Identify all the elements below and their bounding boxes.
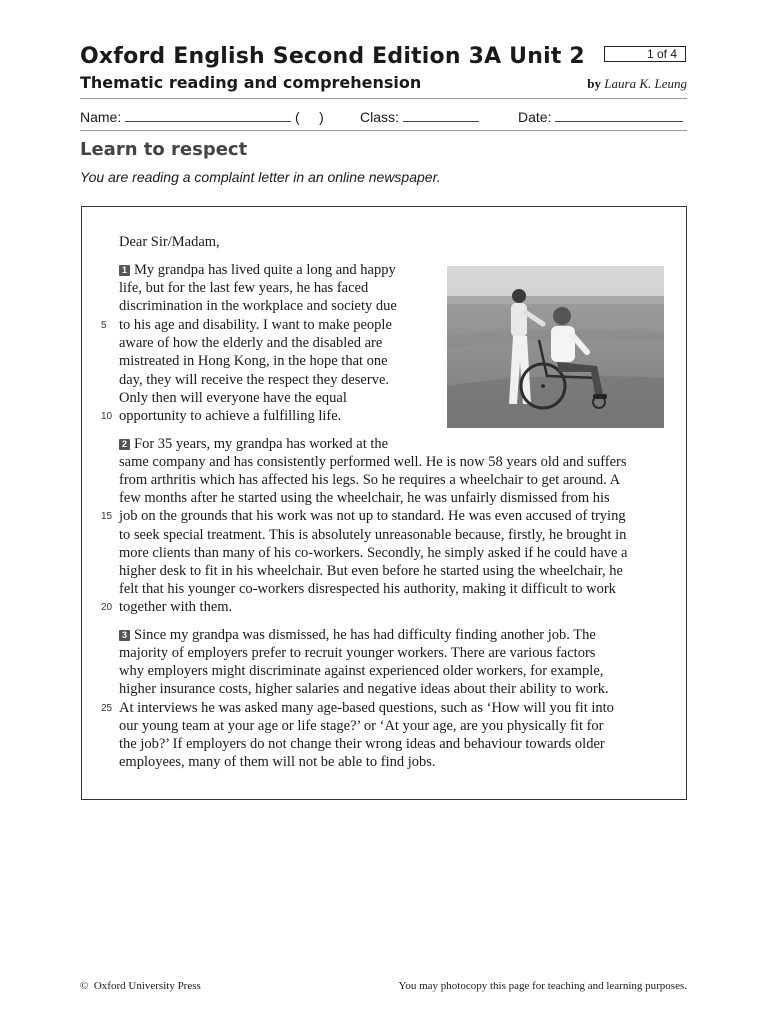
date-blank[interactable] [555,107,683,122]
letter-line: 3 Since my grandpa was dismissed, he has had difficulty finding another job. The [119,627,596,644]
letter-line: aware of how the elderly and the disabled are [119,335,383,351]
letter-line: discrimination in the workplace and society due [119,298,397,314]
letter-line: life, but for the last few years, he has faced [119,280,369,296]
worksheet-subtitle: Thematic reading and comprehension [80,73,422,92]
line-number: 10 [101,411,113,422]
name-field [80,107,324,125]
letter-line: our young team at your age or life stage?’ or ‘At your age, are you physically fit for [119,718,604,734]
letter-line: employees, many of them will not be able to find jobs. [119,754,436,770]
header-divider [80,98,687,99]
letter-line: felt that his younger co-workers disrespected his authority, making it difficult to work [119,581,616,597]
letter-line: to seek special treatment. This is absolutely unreasonable because, firstly, he brought in [119,527,627,543]
register-number-paren: ( ) [295,109,324,125]
paragraph-number: 2 [119,439,130,450]
letter-line: day, they will receive the respect they deserve. [119,372,390,388]
paragraph-number: 3 [119,630,130,641]
section-title: Learn to respect [80,139,248,160]
letter-line: more clients than many of his co-workers. Secondly, he simply asked if he could have a [119,545,628,561]
letter-line: from arthritis which has affected his legs. So he requires a wheelchair to get around. A [119,472,621,488]
line-number: 5 [101,320,107,331]
author-prefix: by [587,76,602,91]
letter-line: At interviews he was asked many age-based questions, such as ‘How will you fit into [119,700,614,716]
letter-line: majority of employers prefer to recruit younger workers. There are various factors [119,645,596,661]
class-blank[interactable] [403,107,479,122]
line-number: 20 [101,602,113,613]
class-label: Class: [360,109,399,125]
letter-line: opportunity to achieve a fulfilling life. [119,408,342,424]
letter-line: to his age and disability. I want to make people [119,317,392,333]
letter-line: 2 For 35 years, my grandpa has worked at the [119,436,388,453]
page-indicator: 1 of 4 [604,46,686,62]
letter-line: higher insurance costs, higher salaries and negative ideas about their ability to work. [119,681,609,697]
fields-divider [80,130,687,131]
letter-line: few months after he started using the wheelchair, he was unfairly dismissed from his [119,490,610,506]
section-instruction: You are reading a complaint letter in an online newspaper. [80,169,441,185]
author-name: Laura K. Leung [604,76,687,91]
letter-line: 1 My grandpa has lived quite a long and happy [119,262,396,279]
line-number: 15 [101,511,113,522]
copyright-notice: © Oxford University Press [80,980,201,992]
class-field [360,107,479,125]
name-blank[interactable] [125,107,291,122]
letter-line: higher desk to fit in his wheelchair. But even before he started using the wheelchair, he [119,563,623,579]
paragraph-number: 1 [119,265,130,276]
letter-line: Only then will everyone have the equal [119,390,347,406]
letter-line: job on the grounds that his work was not up to standard. He was even accused of trying [119,508,626,524]
wheelchair-photo [447,266,664,428]
letter-line: same company and has consistently performed well. He is now 58 years old and suffers [119,454,627,470]
worksheet-title: Oxford English Second Edition 3A Unit 2 [80,44,585,69]
letter-salutation: Dear Sir/Madam, [119,234,220,250]
date-field [518,107,683,125]
line-number: 25 [101,703,113,714]
date-label: Date: [518,109,552,125]
letter-line: together with them. [119,599,233,615]
letter-line: the job?’ If employers do not change their wrong ideas and behaviour towards older [119,736,605,752]
letter-line: why employers might discriminate against experienced older workers, for example, [119,663,604,679]
name-label: Name: [80,109,122,125]
author-credit [587,76,687,92]
letter-line: mistreated in Hong Kong, in the hope that one [119,353,388,369]
photocopy-notice: You may photocopy this page for teaching and learning purposes. [398,980,687,992]
